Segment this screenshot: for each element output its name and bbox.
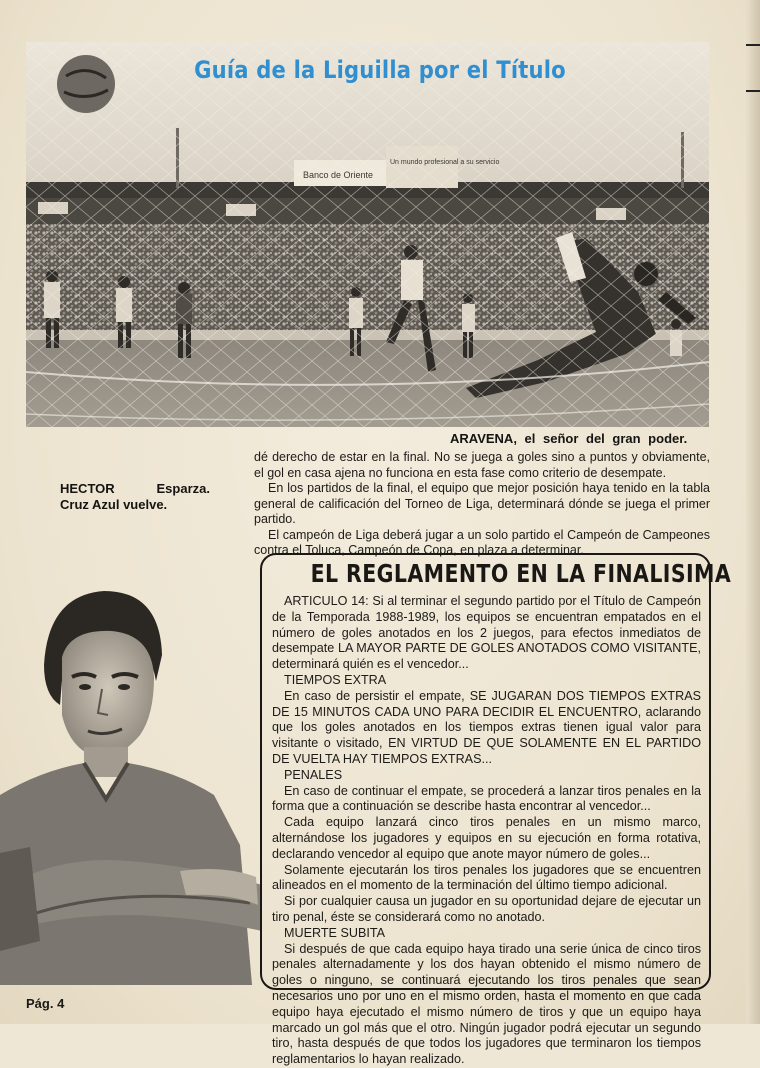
rules-paragraph: En caso de persistir el empate, SE JUGARAN DOS TIEMPOS EXTRAS DE 15 MINUTOS CADA UNO PARA DECIDIR EL ENCUENTRO, aclarando que los goles anotados en los tiempos extras tienen igual valor para visitante o visitado, EN VIRTUD DE QUE SOLAMENTE EN EL PARTIDO DE VUELTA HAY TIEMPOS EXTRAS... <box>272 688 701 766</box>
rules-box-text <box>272 594 701 1068</box>
stadium-photo <box>26 42 709 427</box>
rules-paragraph: En caso de continuar el empate, se procederá a lanzar tiros penales en la forma que a continuación se describe hasta encontrar al vencedor... <box>272 783 701 814</box>
stadium-photo-illustration <box>26 42 709 427</box>
edge-mark <box>746 44 760 46</box>
page-edge <box>746 0 760 1024</box>
page-title: Guía de la Liguilla por el Título <box>194 56 566 84</box>
banner-left-text: Banco de Oriente <box>303 170 374 180</box>
rules-paragraph: ARTICULO 14: Si al terminar el segundo partido por el Título de Campeón de la Temporada 1988-1989, los equipos se encuentran empatados en el número de goles anotados en los 2 juegos, para efectos inmediatos de desempate LA MAYOR PARTE DE GOLES ANOTADOS COMO VISITANTE, determinará quién es el vencedor... <box>272 594 701 672</box>
caption-subline: Cruz Azul vuelve. <box>60 497 168 512</box>
article-paragraph: dé derecho de estar en la final. No se juega a goles sino a puntos y obviamente, el gol en casa ajena no funciona en esta fase como criterio de desempate. <box>254 450 710 480</box>
photo-caption: ARAVENA, el señor del gran poder. <box>450 431 688 446</box>
banner-right-text: Un mundo profesional a su servicio <box>390 159 500 166</box>
rules-paragraph: Cada equipo lanzará cinco tiros penales en un mismo marco, alternándose los jugadores y equipos en su ejecución en forma rotativa, declarando vencedor al equipo que anote mayor número de goles... <box>272 815 701 861</box>
caption-first-name: HECTOR <box>60 481 115 496</box>
page-number: Pág. 4 <box>26 996 65 1011</box>
rules-heading: MUERTE SUBITA <box>284 925 385 940</box>
portrait-caption <box>60 481 210 513</box>
player-portrait-illustration <box>0 585 265 985</box>
article-paragraph: En los partidos de la final, el equipo que mejor posición haya tenido en la tabla general de calificación del Torneo de Liga, determinará dónde se juega el primer partido. <box>254 481 710 526</box>
rules-heading: PENALES <box>284 767 343 782</box>
article-paragraph: El campeón de Liga deberá jugar a un solo partido el Campeón de Campeones contra el Toluca, Campeón de Copa, en plaza a determinar. <box>254 527 710 557</box>
rules-box-title: EL REGLAMENTO EN LA FINALISIMA <box>310 559 732 588</box>
rules-heading: TIEMPOS EXTRA <box>284 672 387 687</box>
rules-paragraph: Si después de que cada equipo haya tirado una serie única de cinco tiros penales alternadamente y los dos hayan obtenido el mismo número de goles o ninguno, se continuará ejecutando los tiros penales que sean necesarios uno por uno en el mismo orden, hasta el momento en que cada equipo haya ejecutado el mismo número de tiros y que un equipo haya marcado un gol más que el otro. Ningún jugador podrá ejecutar un segundo tiro, hasta después de que todos los jugadores que terminaron los tiempos reglamentarios lo hayan realizado. <box>272 941 701 1067</box>
edge-mark <box>746 90 760 92</box>
rules-paragraph: Si por cualquier causa un jugador en su oportunidad dejare de ejecutar un tiro penal, éste se considerará como no anotado. <box>272 894 701 924</box>
rules-paragraph: Solamente ejecutarán los tiros penales los jugadores que se encuentren alineados en el momento de la terminación del último tiempo adicional. <box>272 862 701 893</box>
rules-box <box>260 553 732 1067</box>
caption-last-name: Esparza. <box>156 481 210 496</box>
article-body <box>254 450 710 559</box>
player-portrait <box>0 585 265 985</box>
